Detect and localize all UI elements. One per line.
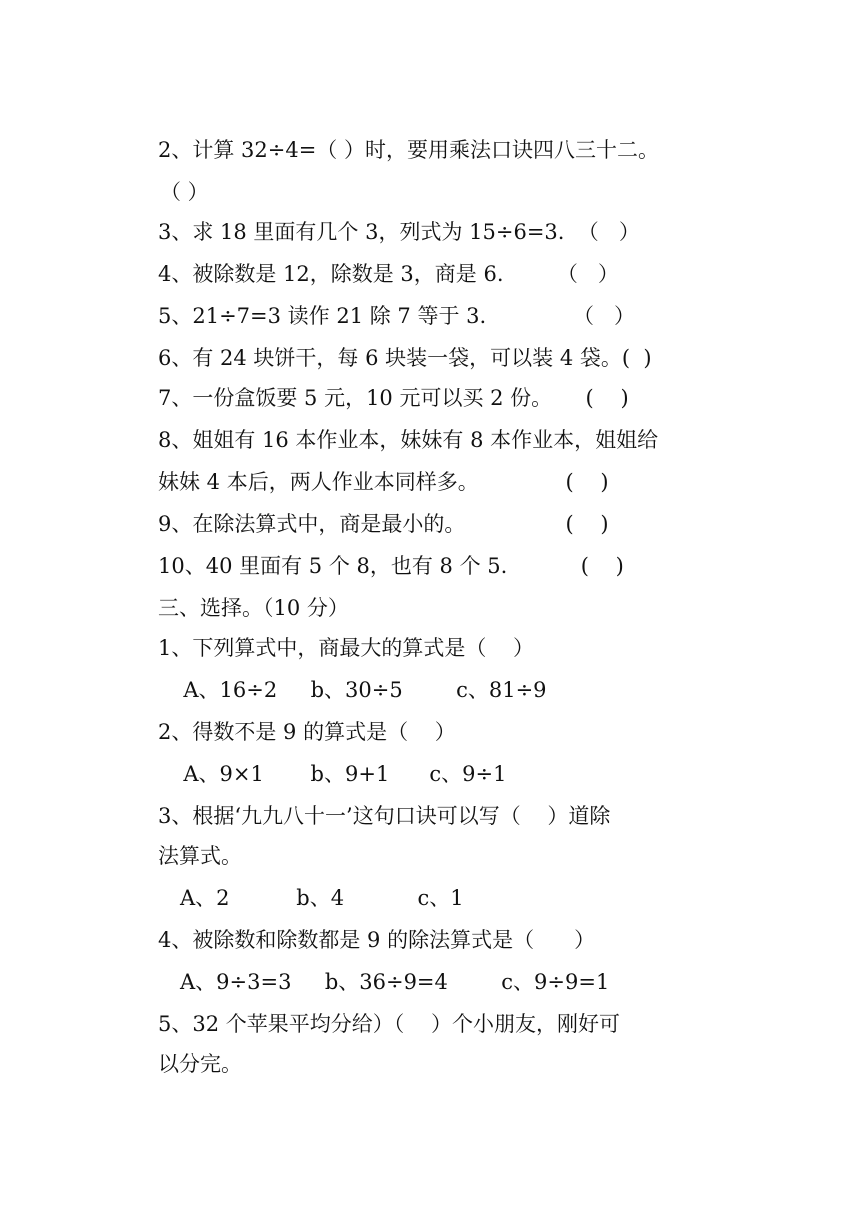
choice-5-question-line-2: 以分完。: [158, 1052, 242, 1076]
choice-5-question-line-1: 5、32 个苹果平均分给）（ ）个小朋友，刚好可: [158, 1012, 620, 1036]
choice-4-question: 4、被除数和除数都是 9 的除法算式是（ ）: [158, 928, 596, 952]
question-5: 5、21÷7=3 读作 21 除 7 等于 3. （ ）: [158, 304, 635, 328]
question-7: 7、一份盒饭要 5 元，10 元可以买 2 份。 ( ): [158, 386, 629, 410]
choice-3-options: A、2 b、4 c、1: [180, 886, 464, 910]
choice-3-question-line-2: 法算式。: [158, 844, 242, 868]
question-8-line-2: 妹妹 4 本后，两人作业本同样多。 ( ): [158, 470, 609, 494]
question-6: 6、有 24 块饼干，每 6 块装一袋，可以装 4 袋。( ): [158, 346, 652, 370]
section-3-heading: 三、选择。（10 分）: [158, 596, 349, 620]
question-8-line-1: 8、姐姐有 16 本作业本，妹妹有 8 本作业本，姐姐给: [158, 428, 659, 452]
question-4: 4、被除数是 12，除数是 3，商是 6. （ ）: [158, 262, 619, 286]
choice-2-question: 2、得数不是 9 的算式是（ ）: [158, 720, 456, 744]
choice-4-options: A、9÷3=3 b、36÷9=4 c、9÷9=1: [180, 970, 610, 994]
choice-3-question-line-1: 3、根据‘九九八十一’这句口诀可以写（ ）道除: [158, 804, 611, 828]
choice-1-options: A、16÷2 b、30÷5 c、81÷9: [170, 678, 547, 702]
question-3: 3、求 18 里面有几个 3，列式为 15÷6=3. （ ）: [158, 220, 640, 244]
choice-1-question: 1、下列算式中，商最大的算式是（ ）: [158, 636, 535, 660]
question-2-line-1: 2、计算 32÷4=（ ）时，要用乘法口诀四八三十二。: [158, 138, 659, 162]
question-2-line-2: （ ）: [160, 180, 209, 204]
question-9: 9、在除法算式中，商是最小的。 ( ): [158, 512, 609, 536]
question-10: 10、40 里面有 5 个 8，也有 8 个 5. ( ): [158, 554, 624, 578]
choice-2-options: A、9×1 b、9+1 c、9÷1: [170, 762, 507, 786]
